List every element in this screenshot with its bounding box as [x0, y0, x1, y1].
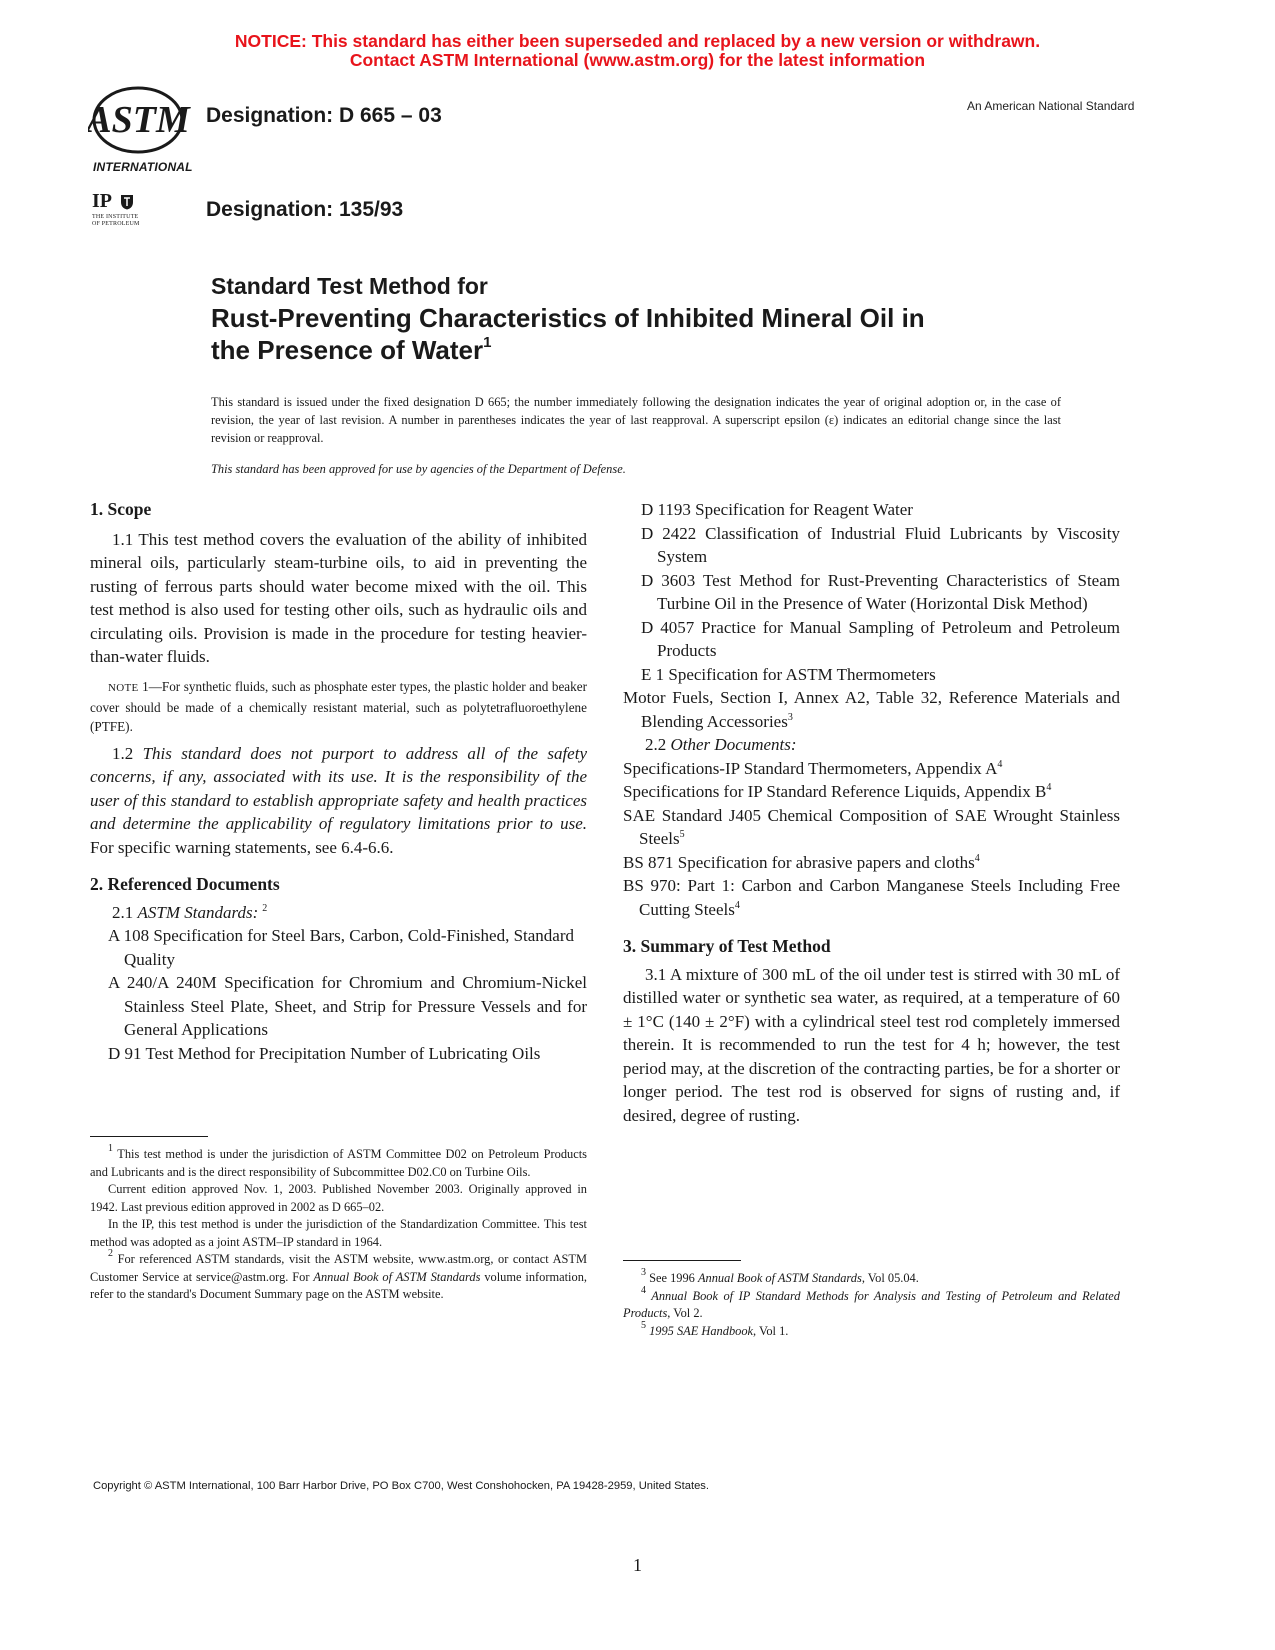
- footnotes-left: [90, 1143, 587, 1304]
- footnote-1-ip: In the IP, this test method is under the jurisdiction of the Standardization Committee. This test method was adopted as a joint ASTM–IP standard in 1964.: [90, 1217, 587, 1249]
- other-document: [623, 874, 1120, 921]
- ip-logo-caption-2: OF PETROLEUM: [92, 221, 140, 227]
- footnote-1: [90, 1143, 587, 1181]
- section-heading-referenced-documents: 2. Referenced Documents: [90, 874, 280, 894]
- fn2-a: For referenced ASTM standards, visit the ASTM website, www.astm.org, or contact ASTM Customer Service at service@astm.org. For: [90, 1252, 587, 1284]
- reference-item: D 2422 Classification of Industrial Fluid Lubricants by Viscosity System: [641, 523, 1120, 566]
- fn5-mark: 5: [641, 1319, 646, 1331]
- note-1: [90, 677, 587, 736]
- footnote-4: [623, 1284, 1120, 1323]
- other2-sup: 4: [1046, 782, 1052, 793]
- motor-fuels-text: Motor Fuels, Section I, Annex A2, Table 32, Reference Materials and Blending Accessories: [623, 688, 1120, 731]
- other-document: [623, 804, 1120, 851]
- motor-fuels-reference: [623, 686, 1120, 733]
- designation-ip: Designation: 135/93: [206, 198, 404, 221]
- page-number: 1: [633, 1555, 642, 1575]
- withdrawal-notice: [0, 32, 1275, 70]
- p1-2-italic: This standard does not purport to address all of the safety concerns, if any, associated with its use. It is the responsibility of the user of this standard to establish appropriate safety and health practices and determine the applicability of regulatory limitations prior to use.: [90, 743, 587, 833]
- astm-logo-text: ASTM: [88, 99, 190, 141]
- paragraph-1-1: 1.1 This test method covers the evaluation of the ability of inhibited mineral oils, particularly steam-turbine oils, to aid in preventing the rusting of ferrous parts should water become mixed with the oil. This test method is also used for testing other oils, such as hydraulic oils and circulating oils. Provision is made in the procedure for testing heavier-than-water fluids.: [90, 529, 587, 666]
- ip-logo-text: IP: [92, 190, 112, 212]
- dod-approval: This standard has been approved for use by agencies of the Department of Defense.: [211, 462, 626, 476]
- fn2-mark: 2: [108, 1248, 113, 1259]
- footnote-rule-right: [623, 1260, 741, 1261]
- title-line-3: [211, 334, 1071, 366]
- ip-logo-caption-1: THE INSTITUTE: [92, 214, 139, 220]
- title-footnote-mark: 1: [483, 334, 492, 351]
- p2-2-num: 2.2: [645, 735, 671, 754]
- footnote-3: [623, 1267, 1120, 1288]
- fn5-italic: 1995 SAE Handbook: [646, 1323, 754, 1338]
- footnote-1-edition: Current edition approved Nov. 1, 2003. Published November 2003. Originally approved in 1942. Last previous edition approved in 2002 as D 665–02.: [90, 1182, 587, 1214]
- right-column: [623, 498, 1120, 1127]
- left-column: [90, 498, 587, 1065]
- astm-international-label: INTERNATIONAL: [93, 160, 193, 174]
- page-title: [211, 302, 1071, 366]
- other2-text: Specifications for IP Standard Reference Liquids, Appendix B: [623, 782, 1047, 801]
- motor-fuels-sup: 3: [787, 711, 793, 723]
- p2-2-label: Other Documents:: [670, 735, 797, 754]
- reference-item: D 3603 Test Method for Rust-Preventing Characteristics of Steam Turbine Oil in the Presence of Water (Horizontal Disk Method): [641, 570, 1120, 613]
- astm-reference-list: [90, 924, 587, 1065]
- title-line-1: Standard Test Method for: [211, 273, 488, 299]
- p1-2-rest: For specific warning statements, see 6.4-6.6.: [90, 837, 394, 857]
- paragraph-2-2: [623, 733, 1120, 757]
- fn2-italic: Annual Book of ASTM Standards: [313, 1269, 481, 1284]
- reference-item: A 240/A 240M Specification for Chromium and Chromium-Nickel Stainless Steel Plate, Sheet, and Strip for Pressure Vessels and for General Applications: [108, 973, 587, 1039]
- p2-1-num: 2.1: [112, 902, 138, 922]
- paragraph-3-1: 3.1 A mixture of 300 mL of the oil under test is stirred with 30 mL of distilled water or synthetic sea water, as required, at a temperature of 60 ± 1°C (140 ± 2°F) with a cylindrical steel test rod completely immersed therein. It is recommended to run the test for 4 h; however, the test period may, at the discretion of the contracting parties, be for a shorter or longer period. The test rod is observed for signs of rusting and, if desired, degree of rusting.: [623, 964, 1120, 1125]
- fn4-mark: 4: [641, 1284, 646, 1296]
- issuance-statement: This standard is issued under the fixed designation D 665; the number immediately following the designation indicates the year of original adoption or, in the case of revision, the year of last revision. A number in parentheses indicates the year of last reapproval. A superscript epsilon (ε) indicates an editorial change since the last revision or reapproval.: [211, 395, 1061, 445]
- fn1-mark: 1: [108, 1143, 113, 1154]
- fn4-b: , Vol 2.: [667, 1306, 703, 1320]
- paragraph-2-1: [90, 901, 587, 925]
- title-line-3-text: the Presence of Water: [211, 335, 484, 365]
- note-text: 1—For synthetic fluids, such as phosphate ester types, the plastic holder and beaker cover should be made of a chemically resistant material, such as polytetrafluoroethylene (PTFE).: [90, 678, 587, 734]
- reference-item: D 91 Test Method for Precipitation Number of Lubricating Oils: [108, 1043, 541, 1063]
- ip-logo: [92, 192, 152, 230]
- copyright-line: Copyright © ASTM International, 100 Barr Harbor Drive, PO Box C700, West Conshohocken, PA 19428-2959, United States.: [93, 1480, 709, 1492]
- other1-text: Specifications-IP Standard Thermometers, Appendix A: [623, 758, 998, 778]
- other3-text: SAE Standard J405 Chemical Composition of SAE Wrought Stainless Steels: [623, 805, 1120, 848]
- paragraph-1-2: [90, 742, 587, 860]
- other5-text: BS 970: Part 1: Carbon and Carbon Manganese Steels Including Free Cutting Steels: [623, 876, 1120, 919]
- other4-sup: 4: [974, 852, 980, 864]
- reference-item: E 1 Specification for ASTM Thermometers: [641, 664, 936, 684]
- footnote-2: [90, 1248, 587, 1304]
- fn3-mark: 3: [641, 1267, 646, 1278]
- note-label: NOTE: [108, 681, 139, 694]
- astm-reference-list-continued: [623, 498, 1120, 686]
- american-national-standard: An American National Standard: [967, 99, 1135, 113]
- footnote-5: [623, 1319, 1120, 1341]
- reference-item: A 108 Specification for Steel Bars, Carbon, Cold-Finished, Standard Quality: [108, 926, 575, 969]
- section-heading-summary: 3. Summary of Test Method: [623, 936, 831, 956]
- fn2-b: volume information, refer to the standard's Document Summary page on the ASTM website.: [90, 1269, 587, 1301]
- p2-1-label: ASTM Standards:: [137, 902, 259, 922]
- other1-sup: 4: [997, 758, 1003, 770]
- other4-text: BS 871 Specification for abrasive papers and cloths: [623, 852, 975, 872]
- fn1-a: This test method is under the jurisdiction of ASTM Committee D02 on Petroleum Products and Lubricants and is the direct responsibility of Subcommittee D02.C0 on Turbine Oils.: [90, 1147, 587, 1179]
- other-document: [623, 780, 1120, 804]
- fn4-italic: Annual Book of IP Standard Methods for Analysis and Testing of Petroleum and Related Products: [623, 1288, 1120, 1320]
- fn5-b: , Vol 1.: [753, 1323, 789, 1338]
- title-line-2: Rust-Preventing Characteristics of Inhibited Mineral Oil in: [211, 303, 925, 333]
- fn3-italic: Annual Book of ASTM Standards: [697, 1271, 862, 1285]
- ip-shield-icon: [120, 194, 134, 210]
- footnote-rule-left: [90, 1136, 208, 1137]
- p1-2-num: 1.2: [112, 743, 143, 763]
- notice-line-1: NOTICE: This standard has either been superseded and replaced by a new version or withdrawn.: [234, 31, 1041, 51]
- fn3-a: See 1996: [646, 1271, 698, 1285]
- other-document: [623, 757, 1120, 781]
- other3-sup: 5: [679, 829, 685, 840]
- other5-sup: 4: [734, 899, 740, 911]
- fn3-b: , Vol 05.04.: [861, 1271, 919, 1285]
- other-document: [623, 851, 1120, 875]
- section-heading-scope: 1. Scope: [90, 499, 152, 519]
- designation-astm: Designation: D 665 – 03: [206, 104, 442, 127]
- p2-1-sup: 2: [262, 902, 268, 914]
- reference-item: D 4057 Practice for Manual Sampling of Petroleum and Petroleum Products: [641, 617, 1120, 660]
- reference-item: D 1193 Specification for Reagent Water: [641, 500, 913, 519]
- notice-line-2: Contact ASTM International (www.astm.org) for the latest information: [349, 50, 926, 70]
- footnotes-right: [623, 1267, 1120, 1340]
